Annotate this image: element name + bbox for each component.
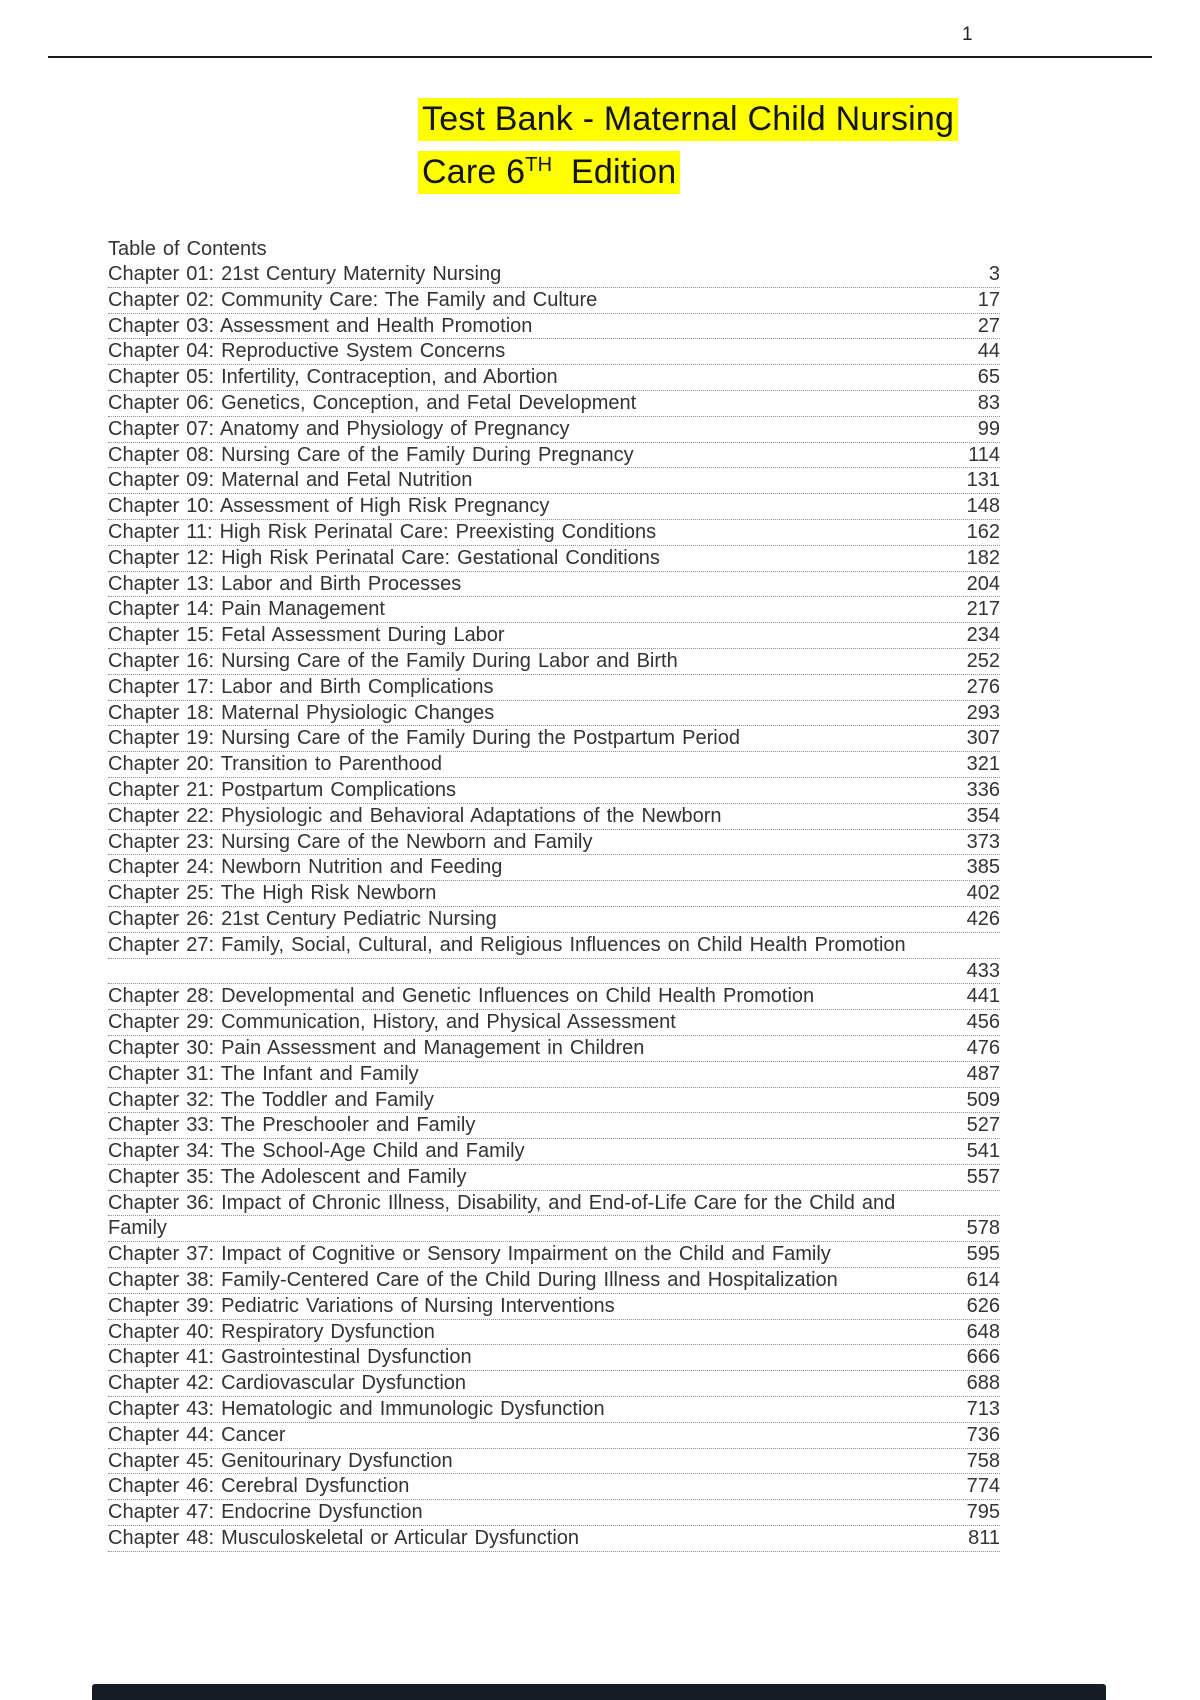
toc-entry-text: Chapter 30: Pain Assessment and Management in Children [108, 1036, 645, 1059]
toc-entry-page: 487 [966, 1062, 1000, 1085]
toc-entry-page: 17 [977, 288, 1000, 311]
toc-entry-page: 44 [977, 340, 1000, 363]
toc-entry-text: Chapter 13: Labor and Birth Processes [108, 572, 462, 595]
toc-row [108, 1062, 1000, 1088]
toc-entry-text: Chapter 10: Assessment of High Risk Pregnancy [108, 495, 550, 518]
toc-entry-text: Chapter 33: The Preschooler and Family [108, 1114, 476, 1137]
page-number: 1 [962, 24, 973, 45]
toc-row [108, 572, 1000, 598]
toc-row [108, 959, 1000, 985]
toc-entry-text: Chapter 09: Maternal and Fetal Nutrition [108, 469, 473, 492]
toc-rows [108, 262, 1000, 1552]
toc-entry-page: 811 [968, 1527, 1000, 1550]
toc-entry-text: Chapter 06: Genetics, Conception, and Fetal Development [108, 391, 637, 414]
toc-row [108, 1268, 1000, 1294]
toc-entry-page: 557 [966, 1165, 1000, 1188]
toc-row [108, 365, 1000, 391]
toc-row [108, 907, 1000, 933]
toc-entry-text: Chapter 15: Fetal Assessment During Labor [108, 624, 505, 647]
toc-row [108, 726, 1000, 752]
title-line-2-start: Care 6 [422, 153, 526, 192]
toc-row [108, 1165, 1000, 1191]
toc-entry-text: Chapter 38: Family-Centered Care of the Child During Illness and Hospitalization [108, 1269, 838, 1292]
toc-row [108, 1320, 1000, 1346]
toc-entry-page: 307 [966, 727, 1000, 750]
toc-row [108, 1242, 1000, 1268]
toc-entry-page: 373 [966, 830, 1000, 853]
title-line-2 [418, 142, 958, 195]
toc-entry-text: Chapter 12: High Risk Perinatal Care: Gestational Conditions [108, 546, 660, 569]
toc-row [108, 520, 1000, 546]
toc-row [108, 1449, 1000, 1475]
toc-entry-page: 713 [966, 1398, 1000, 1421]
toc-entry-text: Family [108, 1217, 167, 1240]
toc-row [108, 933, 1000, 959]
toc-entry-text: Chapter 31: The Infant and Family [108, 1062, 419, 1085]
toc-row [108, 881, 1000, 907]
toc-row [108, 830, 1000, 856]
toc-entry-page: 456 [966, 1011, 1000, 1034]
toc-entry-text: Chapter 25: The High Risk Newborn [108, 882, 437, 905]
toc-entry-page: 476 [966, 1036, 1000, 1059]
table-of-contents [108, 236, 1000, 1552]
toc-row [108, 314, 1000, 340]
toc-entry-text: Chapter 47: Endocrine Dysfunction [108, 1501, 423, 1524]
toc-row [108, 1345, 1000, 1371]
top-rule [48, 56, 1152, 58]
toc-entry-text: Chapter 19: Nursing Care of the Family During the Postpartum Period [108, 727, 740, 750]
toc-entry-page: 65 [977, 366, 1000, 389]
toc-row [108, 649, 1000, 675]
toc-entry-page: 182 [966, 546, 1000, 569]
toc-entry-text: Chapter 23: Nursing Care of the Newborn and Family [108, 830, 593, 853]
toc-row [108, 1294, 1000, 1320]
toc-entry-page: 217 [966, 598, 1000, 621]
toc-entry-text: Chapter 41: Gastrointestinal Dysfunction [108, 1346, 472, 1369]
toc-entry-text: Chapter 34: The School-Age Child and Family [108, 1140, 525, 1163]
toc-entry-text: Chapter 43: Hematologic and Immunologic Dysfunction [108, 1398, 605, 1421]
toc-heading: Table of Contents [108, 238, 267, 260]
toc-entry-text: Chapter 01: 21st Century Maternity Nursing [108, 263, 502, 285]
toc-row [108, 1423, 1000, 1449]
toc-entry-page: 433 [966, 959, 1000, 982]
toc-entry-page: 541 [966, 1140, 1000, 1163]
toc-row [108, 546, 1000, 572]
toc-row [108, 675, 1000, 701]
toc-row [108, 1371, 1000, 1397]
toc-entry-text: Chapter 17: Labor and Birth Complications [108, 675, 494, 698]
toc-entry-page: 758 [966, 1449, 1000, 1472]
toc-entry-text: Chapter 26: 21st Century Pediatric Nursing [108, 907, 497, 930]
toc-entry-page: 441 [966, 985, 1000, 1008]
toc-entry-text: Chapter 02: Community Care: The Family and Culture [108, 288, 598, 311]
toc-entry-page: 148 [966, 495, 1000, 518]
toc-row [108, 1036, 1000, 1062]
toc-entry-page: 204 [966, 572, 1000, 595]
toc-entry-page: 666 [966, 1346, 1000, 1369]
toc-entry-page: 626 [966, 1294, 1000, 1317]
toc-entry-page: 83 [977, 391, 1000, 414]
toc-row [108, 262, 1000, 288]
toc-entry-text: Chapter 16: Nursing Care of the Family During Labor and Birth [108, 649, 678, 672]
toc-entry-text: Chapter 11: High Risk Perinatal Care: Preexisting Conditions [108, 520, 657, 543]
toc-entry-text: Chapter 35: The Adolescent and Family [108, 1165, 467, 1188]
toc-entry-page: 509 [966, 1088, 1000, 1111]
toc-entry-text: Chapter 29: Communication, History, and Physical Assessment [108, 1011, 676, 1034]
toc-row [108, 1500, 1000, 1526]
toc-entry-page: 736 [966, 1423, 1000, 1446]
toc-entry-page: 276 [966, 675, 1000, 698]
toc-entry-page: 131 [966, 469, 1000, 492]
toc-row [108, 597, 1000, 623]
toc-entry-text: Chapter 21: Postpartum Complications [108, 778, 456, 801]
toc-entry-page: 3 [988, 263, 1000, 285]
toc-entry-text: Chapter 39: Pediatric Variations of Nursing Interventions [108, 1294, 615, 1317]
toc-entry-page: 426 [966, 907, 1000, 930]
toc-row [108, 468, 1000, 494]
toc-row [108, 1113, 1000, 1139]
toc-row [108, 855, 1000, 881]
toc-row [108, 804, 1000, 830]
toc-entry-text: Chapter 42: Cardiovascular Dysfunction [108, 1372, 467, 1395]
toc-entry-text: Chapter 40: Respiratory Dysfunction [108, 1320, 435, 1343]
toc-row [108, 288, 1000, 314]
toc-row [108, 1088, 1000, 1114]
toc-entry-text: Chapter 48: Musculoskeletal or Articular Dysfunction [108, 1527, 580, 1550]
toc-row [108, 1526, 1000, 1552]
toc-entry-text: Chapter 05: Infertility, Contraception, and Abortion [108, 366, 558, 389]
toc-entry-page: 293 [966, 701, 1000, 724]
toc-row [108, 339, 1000, 365]
toc-entry-text: Chapter 07: Anatomy and Physiology of Pregnancy [108, 417, 570, 440]
toc-row [108, 417, 1000, 443]
toc-entry-page: 795 [966, 1501, 1000, 1524]
toc-row [108, 1191, 1000, 1217]
toc-entry-page: 688 [966, 1372, 1000, 1395]
toc-entry-page: 234 [966, 624, 1000, 647]
toc-row [108, 1139, 1000, 1165]
toc-entry-page: 648 [966, 1320, 1000, 1343]
title-line-2-text [418, 151, 680, 194]
toc-entry-text: Chapter 32: The Toddler and Family [108, 1088, 434, 1111]
toc-entry-text: Chapter 45: Genitourinary Dysfunction [108, 1449, 453, 1472]
toc-entry-page: 385 [966, 856, 1000, 879]
toc-row [108, 984, 1000, 1010]
toc-entry-text: Chapter 20: Transition to Parenthood [108, 753, 442, 776]
toc-entry-text: Chapter 44: Cancer [108, 1423, 286, 1446]
toc-row [108, 778, 1000, 804]
toc-entry-text: Chapter 46: Cerebral Dysfunction [108, 1475, 410, 1498]
toc-entry-page: 252 [966, 649, 1000, 672]
toc-entry-text: Chapter 08: Nursing Care of the Family During Pregnancy [108, 443, 634, 466]
toc-entry-page: 578 [966, 1217, 1000, 1240]
toc-entry-text: Chapter 22: Physiologic and Behavioral Adaptations of the Newborn [108, 804, 722, 827]
toc-entry-text: Chapter 14: Pain Management [108, 598, 385, 621]
toc-entry-text: Chapter 18: Maternal Physiologic Changes [108, 701, 495, 724]
toc-entry-page: 27 [977, 314, 1000, 337]
toc-entry-page: 595 [966, 1243, 1000, 1266]
toc-entry-page: 527 [966, 1114, 1000, 1137]
toc-entry-page: 354 [966, 804, 1000, 827]
toc-row [108, 701, 1000, 727]
toc-entry-text: Chapter 27: Family, Social, Cultural, and Religious Influences on Child Health Promotion [108, 933, 906, 956]
title-line-2-end: Edition [561, 153, 677, 192]
toc-row [108, 443, 1000, 469]
document-title [418, 96, 958, 195]
toc-row [108, 494, 1000, 520]
toc-entry-page: 614 [966, 1269, 1000, 1292]
toc-entry-text: Chapter 04: Reproductive System Concerns [108, 340, 506, 363]
toc-entry-page: 162 [966, 520, 1000, 543]
toc-entry-page: 99 [977, 417, 1000, 440]
toc-entry-text: Chapter 28: Developmental and Genetic Influences on Child Health Promotion [108, 985, 815, 1008]
toc-entry-page: 774 [966, 1475, 1000, 1498]
toc-row [108, 1397, 1000, 1423]
title-line-1-text: Test Bank - Maternal Child Nursing [418, 98, 958, 141]
toc-row [108, 1474, 1000, 1500]
title-edition-superscript: TH [525, 154, 553, 176]
toc-entry-text: Chapter 24: Newborn Nutrition and Feeding [108, 856, 503, 879]
bottom-dark-bar [92, 1684, 1106, 1700]
toc-row [108, 752, 1000, 778]
toc-row [108, 623, 1000, 649]
toc-entry-text: Chapter 37: Impact of Cognitive or Sensory Impairment on the Child and Family [108, 1243, 831, 1266]
toc-entry-text: Chapter 03: Assessment and Health Promotion [108, 314, 533, 337]
toc-entry-page: 336 [966, 778, 1000, 801]
toc-entry-page: 402 [966, 882, 1000, 905]
toc-entry-page: 321 [966, 753, 1000, 776]
toc-row [108, 1216, 1000, 1242]
toc-row [108, 1010, 1000, 1036]
toc-entry-text: Chapter 36: Impact of Chronic Illness, Disability, and End-of-Life Care for the Child and [108, 1191, 896, 1214]
toc-entry-page: 114 [968, 443, 1000, 466]
title-line-1 [418, 96, 958, 142]
toc-row [108, 391, 1000, 417]
